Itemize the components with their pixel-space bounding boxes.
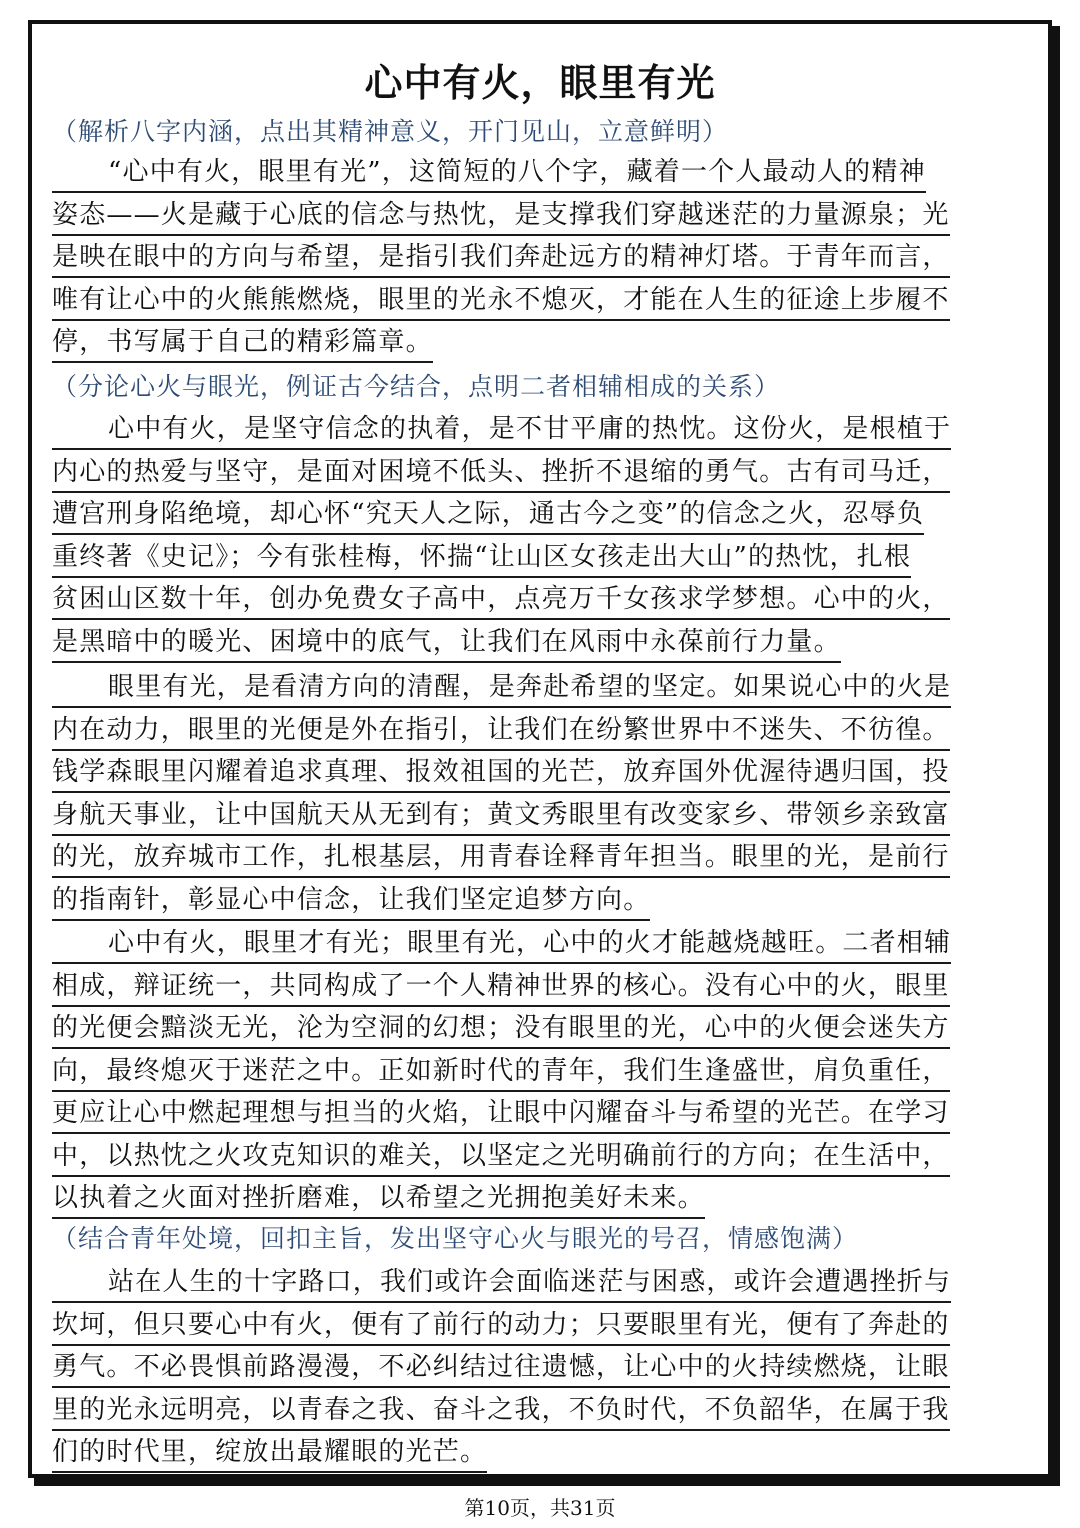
text-line: 中，以热忱之火攻克知识的难关，以坚定之光明确前行的方向；在生活中， bbox=[52, 1136, 1012, 1179]
text-line: 心中有火，眼里才有光；眼里有光，心中的火才能越烧越旺。二者相辅 bbox=[52, 923, 1012, 966]
text-line: 勇气。不必畏惧前路漫漫，不必纠结过往遗憾，让心中的火持续燃烧，让眼 bbox=[52, 1347, 1012, 1390]
text-line: 是黑暗中的暖光、困境中的底气，让我们在风雨中永葆前行力量。 bbox=[52, 622, 1012, 665]
text-line: 姿态——火是藏于心底的信念与热忱，是支撑我们穿越迷茫的力量源泉；光 bbox=[52, 195, 1012, 238]
text-line: 里的光永远明亮，以青春之我、奋斗之我，不负时代，不负韶华，在属于我 bbox=[52, 1390, 1012, 1433]
paragraph bbox=[52, 152, 1012, 365]
text-line: 停，书写属于自己的精彩篇章。 bbox=[52, 322, 1012, 365]
paragraph bbox=[52, 667, 1012, 922]
text-line: 重终著《史记》；今有张桂梅，怀揣“让山区女孩走出大山”的热忱，扎根 bbox=[52, 537, 1012, 580]
text-line: 以执着之火面对挫折磨难，以希望之光拥抱美好未来。 bbox=[52, 1178, 1012, 1221]
annotation-note: （结合青年处境，回扣主旨，发出坚守心火与眼光的号召，情感饱满） bbox=[52, 1224, 859, 1253]
essay-title: 心中有火，眼里有光 bbox=[364, 61, 716, 105]
text-line: 内心的热爱与坚守，是面对困境不低头、挫折不退缩的勇气。古有司马迁， bbox=[52, 452, 1012, 495]
paragraph bbox=[52, 1262, 1012, 1475]
page-border-shadow-right bbox=[1052, 26, 1060, 1484]
text-line: 是映在眼中的方向与希望，是指引我们奔赴远方的精神灯塔。于青年而言， bbox=[52, 237, 1012, 280]
text-line: 身航天事业，让中国航天从无到有；黄文秀眼里有改变家乡、带领乡亲致富 bbox=[52, 795, 1012, 838]
page-number: 第10页，共31页 bbox=[464, 1496, 616, 1520]
page-border-shadow-bottom bbox=[34, 1478, 1060, 1486]
text-line: 贫困山区数十年，创办免费女子高中，点亮万千女孩求学梦想。心中的火， bbox=[52, 579, 1012, 622]
text-line: 们的时代里，绽放出最耀眼的光芒。 bbox=[52, 1432, 1012, 1475]
text-line: 的指南针，彰显心中信念，让我们坚定追梦方向。 bbox=[52, 880, 1012, 923]
text-line: 更应让心中燃起理想与担当的火焰，让眼中闪耀奋斗与希望的光芒。在学习 bbox=[52, 1093, 1012, 1136]
text-line: “心中有火，眼里有光”，这简短的八个字，藏着一个人最动人的精神 bbox=[52, 152, 1012, 195]
text-line: 唯有让心中的火熊熊燃烧，眼里的光永不熄灭，才能在人生的征途上步履不 bbox=[52, 280, 1012, 323]
text-line: 内在动力，眼里的光便是外在指引，让我们在纷繁世界中不迷失、不彷徨。 bbox=[52, 710, 1012, 753]
text-line: 相成，辩证统一，共同构成了一个人精神世界的核心。没有心中的火，眼里 bbox=[52, 966, 1012, 1009]
text-line: 的光，放弃城市工作，扎根基层，用青春诠释青年担当。眼里的光，是前行 bbox=[52, 837, 1012, 880]
paragraph bbox=[52, 409, 1012, 664]
text-line: 眼里有光，是看清方向的清醒，是奔赴希望的坚定。如果说心中的火是 bbox=[52, 667, 1012, 710]
text-line: 心中有火，是坚守信念的执着，是不甘平庸的热忱。这份火，是根植于 bbox=[52, 409, 1012, 452]
annotation-note: （解析八字内涵，点出其精神意义，开门见山，立意鲜明） bbox=[52, 117, 729, 146]
text-line: 钱学森眼里闪耀着追求真理、报效祖国的光芒，放弃国外优渥待遇归国，投 bbox=[52, 752, 1012, 795]
text-line: 向，最终熄灭于迷茫之中。正如新时代的青年，我们生逢盛世，肩负重任， bbox=[52, 1051, 1012, 1094]
paragraph bbox=[52, 923, 1012, 1221]
text-line: 的光便会黯淡无光，沦为空洞的幻想；没有眼里的光，心中的火便会迷失方 bbox=[52, 1008, 1012, 1051]
text-line: 站在人生的十字路口，我们或许会面临迷茫与困惑，或许会遭遇挫折与 bbox=[52, 1262, 1012, 1305]
text-line: 遭宫刑身陷绝境，却心怀“究天人之际，通古今之变”的信念之火，忍辱负 bbox=[52, 494, 1012, 537]
annotation-note: （分论心火与眼光，例证古今结合，点明二者相辅相成的关系） bbox=[52, 372, 781, 401]
text-line: 坎坷，但只要心中有火，便有了前行的动力；只要眼里有光，便有了奔赴的 bbox=[52, 1305, 1012, 1348]
